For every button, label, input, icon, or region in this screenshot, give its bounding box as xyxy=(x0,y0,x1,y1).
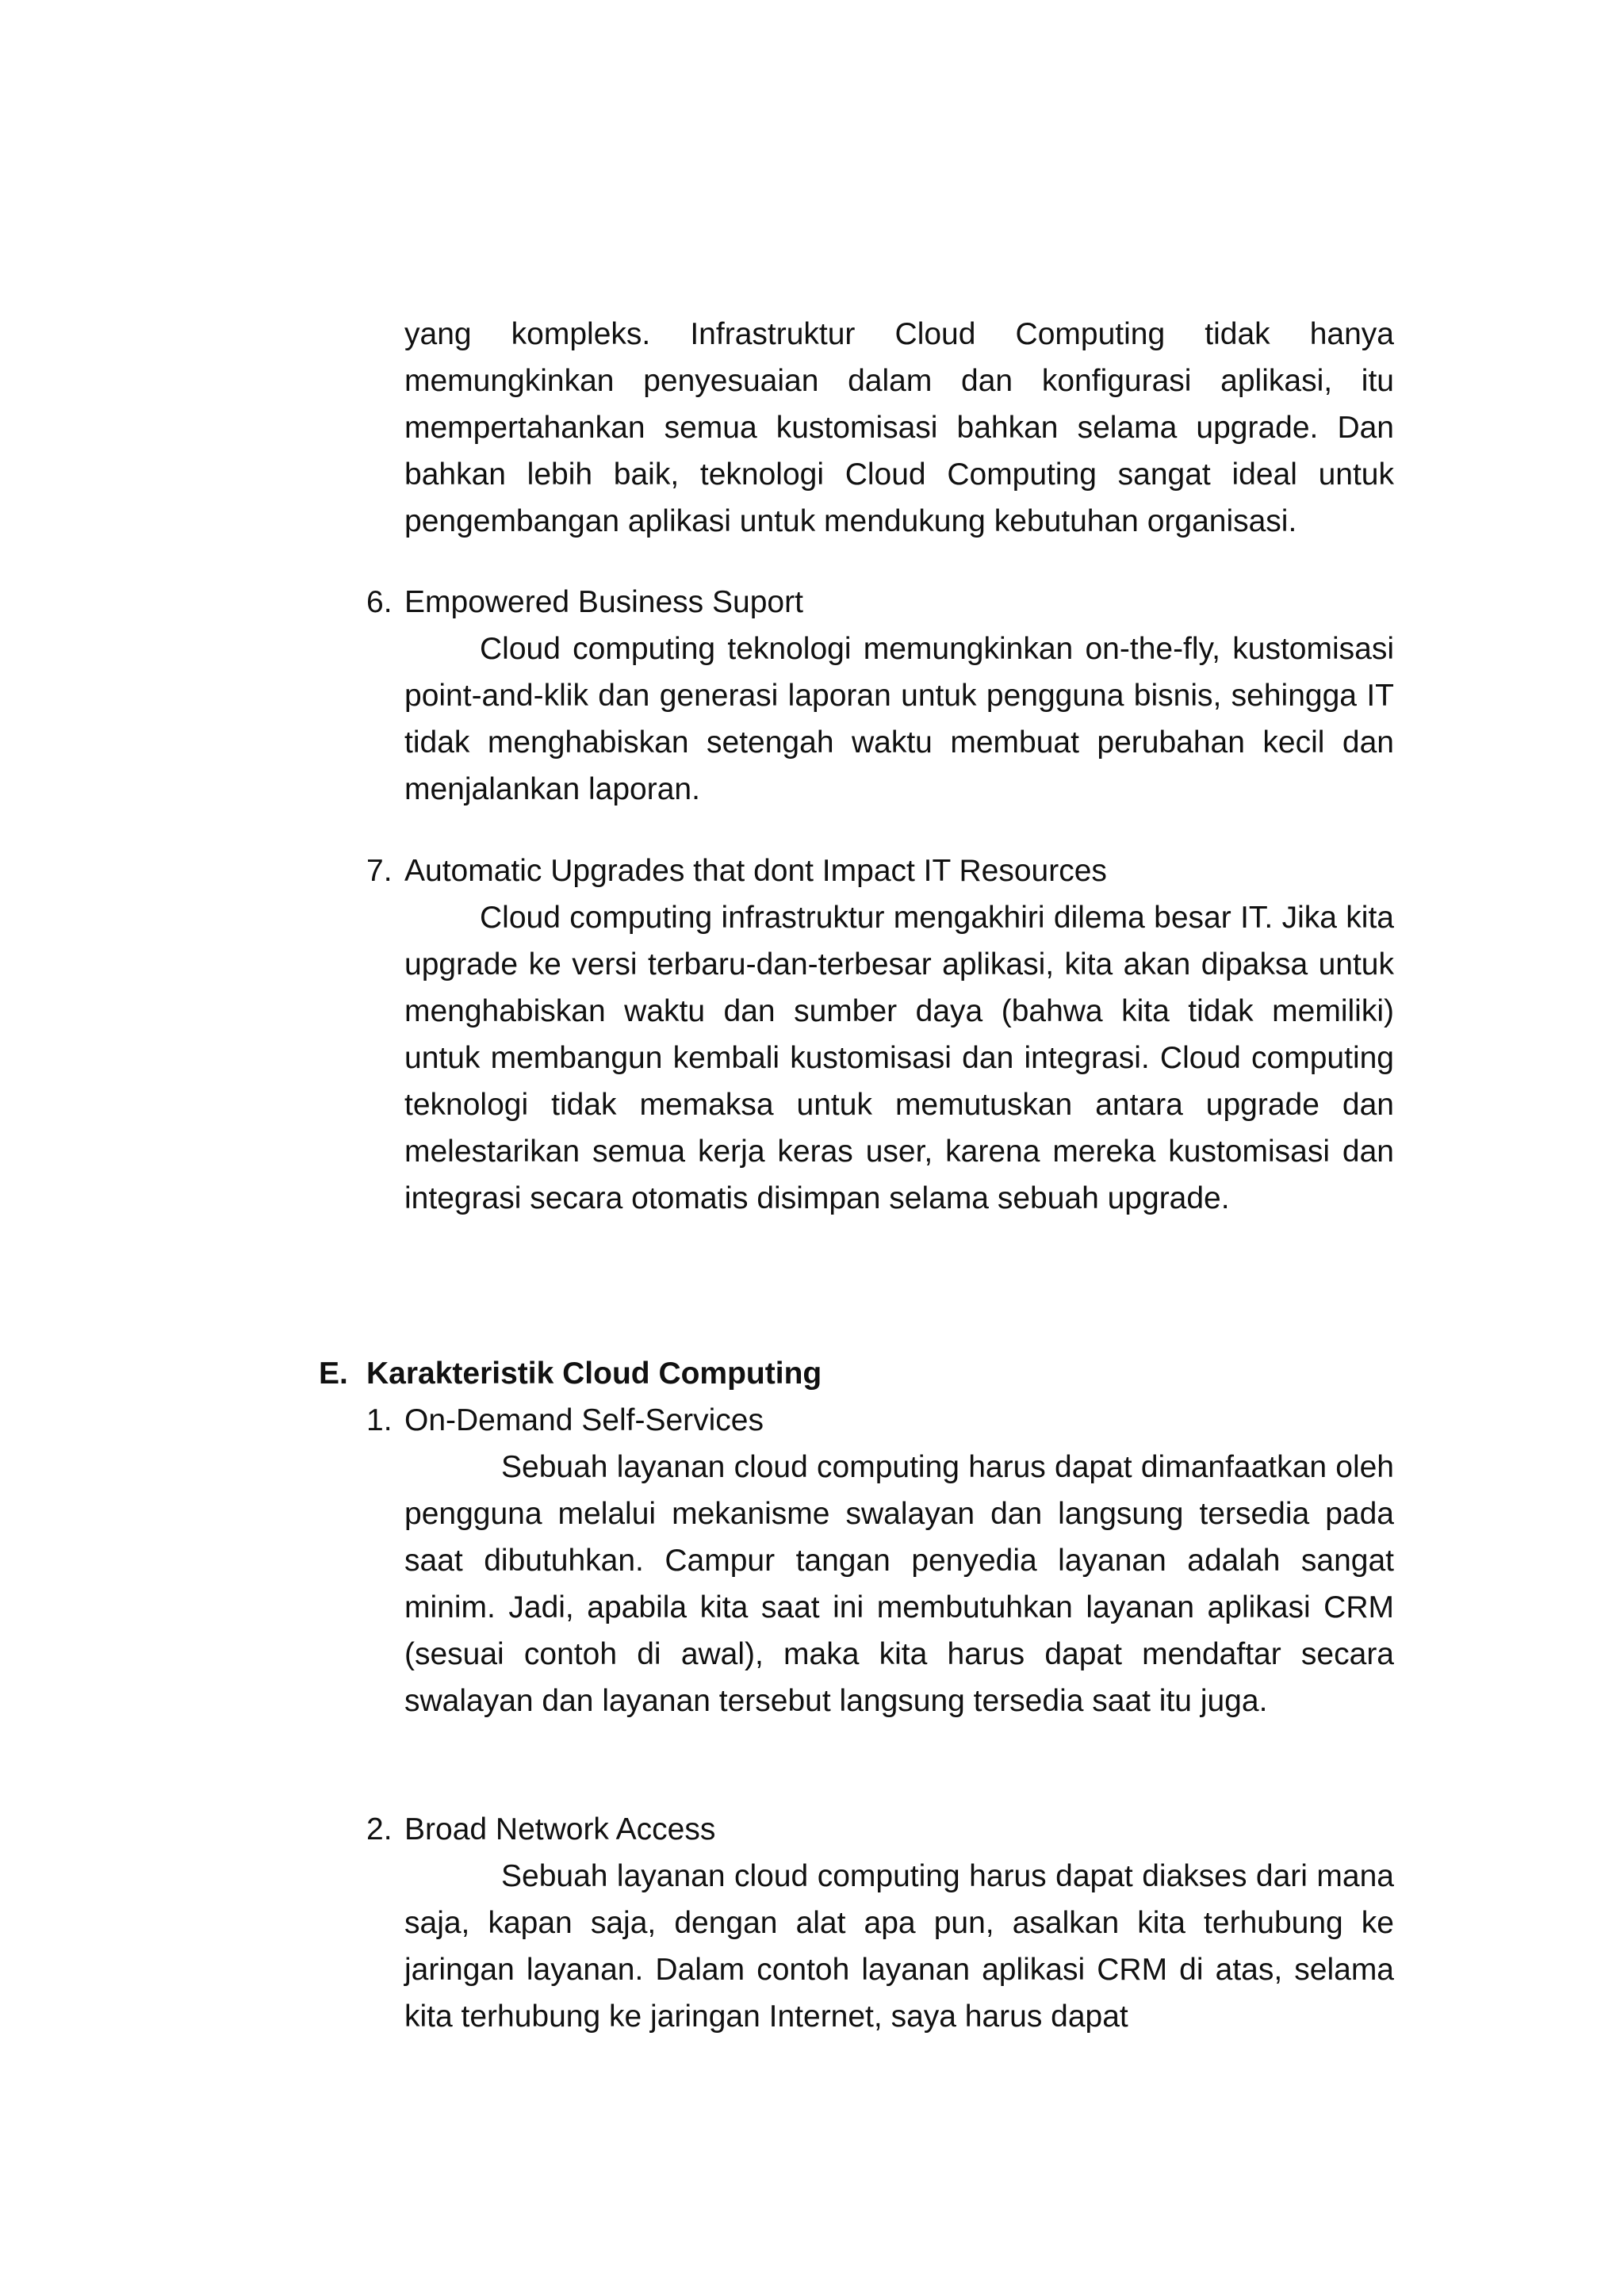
section-e-title: Karakteristik Cloud Computing xyxy=(366,1357,822,1391)
benefit-6-number: 6. xyxy=(366,585,393,619)
characteristic-1-title: On-Demand Self-Services xyxy=(404,1403,764,1437)
characteristic-2-body: Sebuah layanan cloud computing harus dapat diakses dari mana saja, kapan saja, dengan alat apa pun, asalkan kita terhubung ke jaringan layanan. Dalam contoh layanan aplikasi CRM di atas, selama kita terhubung ke jaringan Internet, saya harus dapat xyxy=(404,1859,1394,2034)
characteristic-1-heading xyxy=(366,1397,1397,1444)
characteristic-2-body-block xyxy=(404,1853,1394,2040)
characteristic-1-body-block xyxy=(404,1444,1394,1724)
section-e-letter: E. xyxy=(319,1357,348,1391)
characteristic-1-number: 1. xyxy=(366,1403,393,1437)
benefit-7-heading xyxy=(366,848,1397,894)
benefit-7-title: Automatic Upgrades that dont Impact IT Resources xyxy=(404,854,1107,888)
benefit-6-body: Cloud computing teknologi memungkinkan on-the-fly, kustomisasi point-and-klik dan generasi laporan untuk pengguna bisnis, sehingga IT tidak menghabiskan setengah waktu membuat perubahan kecil dan menjalankan laporan. xyxy=(404,632,1394,806)
benefit-7-body: Cloud computing infrastruktur mengakhiri dilema besar IT. Jika kita upgrade ke versi terbaru-dan-terbesar aplikasi, kita akan dipaksa untuk menghabiskan waktu dan sumber daya (bahwa kita tidak memiliki) untuk membangun kembali kustomisasi dan integrasi. Cloud computing teknologi tidak memaksa untuk memutuskan antara upgrade dan melestarikan semua kerja keras user, karena mereka kustomisasi dan integrasi secara otomatis disimpan selama sebuah upgrade. xyxy=(404,901,1394,1215)
benefit-6-heading xyxy=(366,579,1397,626)
continuation-paragraph-block xyxy=(404,311,1394,545)
benefit-6-title: Empowered Business Suport xyxy=(404,585,803,619)
benefit-7-number: 7. xyxy=(366,854,393,888)
characteristic-2-number: 2. xyxy=(366,1812,393,1846)
characteristic-1-body: Sebuah layanan cloud computing harus dapat dimanfaatkan oleh pengguna melalui mekanisme swalayan dan langsung tersedia pada saat dibutuhkan. Campur tangan penyedia layanan adalah sangat minim. Jadi, apabila kita saat ini membutuhkan layanan aplikasi CRM (sesuai contoh di awal), maka kita harus dapat mendaftar secara swalayan dan layanan tersebut langsung tersedia saat itu juga. xyxy=(404,1450,1394,1718)
continuation-paragraph: yang kompleks. Infrastruktur Cloud Computing tidak hanya memungkinkan penyesuaian dalam dan konfigurasi aplikasi, itu mempertahankan semua kustomisasi bahkan selama upgrade. Dan bahkan lebih baik, teknologi Cloud Computing sangat ideal untuk pengembangan aplikasi untuk mendukung kebutuhan organisasi. xyxy=(404,317,1394,538)
characteristic-2-heading xyxy=(366,1806,1397,1853)
benefit-6-body-block xyxy=(404,626,1394,813)
characteristic-2-title: Broad Network Access xyxy=(404,1812,716,1846)
section-e-heading xyxy=(319,1350,1350,1397)
benefit-7-body-block xyxy=(404,894,1394,1222)
